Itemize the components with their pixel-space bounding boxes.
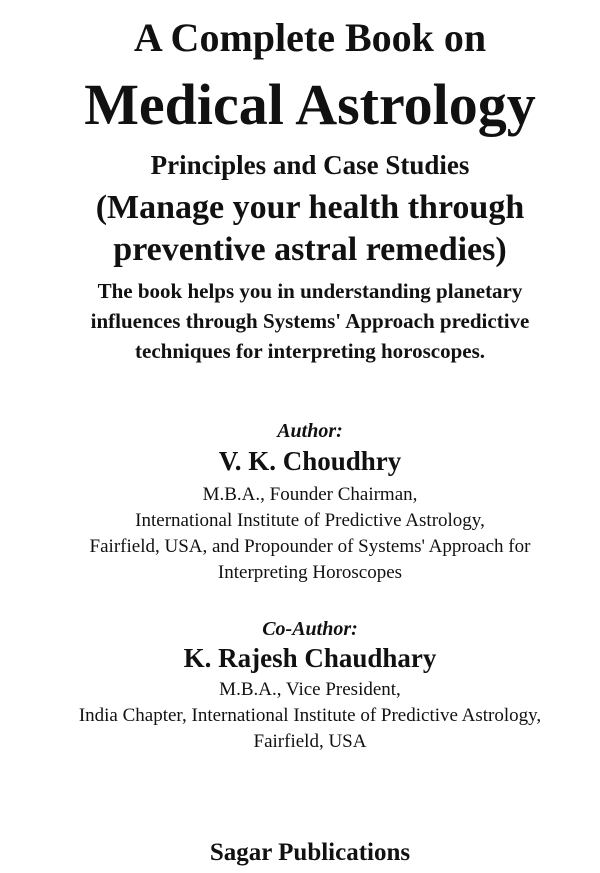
- subtitle-line-1: Principles and Case Studies: [150, 150, 470, 180]
- author-detail: Interpreting Horoscopes: [217, 562, 403, 583]
- coauthor-name: K. Rajesh Chaudhary: [183, 643, 437, 673]
- author-label: Author:: [277, 420, 343, 442]
- description-line: influences through Systems' Approach predictive: [90, 309, 530, 333]
- description-line: The book helps you in understanding planetary: [97, 279, 523, 303]
- coauthor-label: Co-Author:: [262, 618, 358, 640]
- author-detail: Fairfield, USA, and Propounder of Systems' Approach for: [89, 536, 531, 557]
- author-detail: International Institute of Predictive Astrology,: [135, 510, 485, 531]
- book-title: Medical Astrology: [84, 72, 536, 137]
- subtitle-line-3: preventive astral remedies): [113, 231, 507, 268]
- subtitle-line-2: (Manage your health through: [95, 189, 525, 226]
- author-name: V. K. Choudhry: [218, 446, 402, 476]
- author-detail: M.B.A., Founder Chairman,: [202, 484, 418, 505]
- description-line: techniques for interpreting horoscopes.: [135, 339, 485, 363]
- coauthor-detail: India Chapter, International Institute of Predictive Astrology,: [78, 705, 542, 726]
- title-line-1: A Complete Book on: [133, 15, 487, 60]
- publisher: Sagar Publications: [209, 839, 411, 866]
- coauthor-detail: M.B.A., Vice President,: [219, 679, 401, 700]
- coauthor-detail: Fairfield, USA: [253, 731, 367, 752]
